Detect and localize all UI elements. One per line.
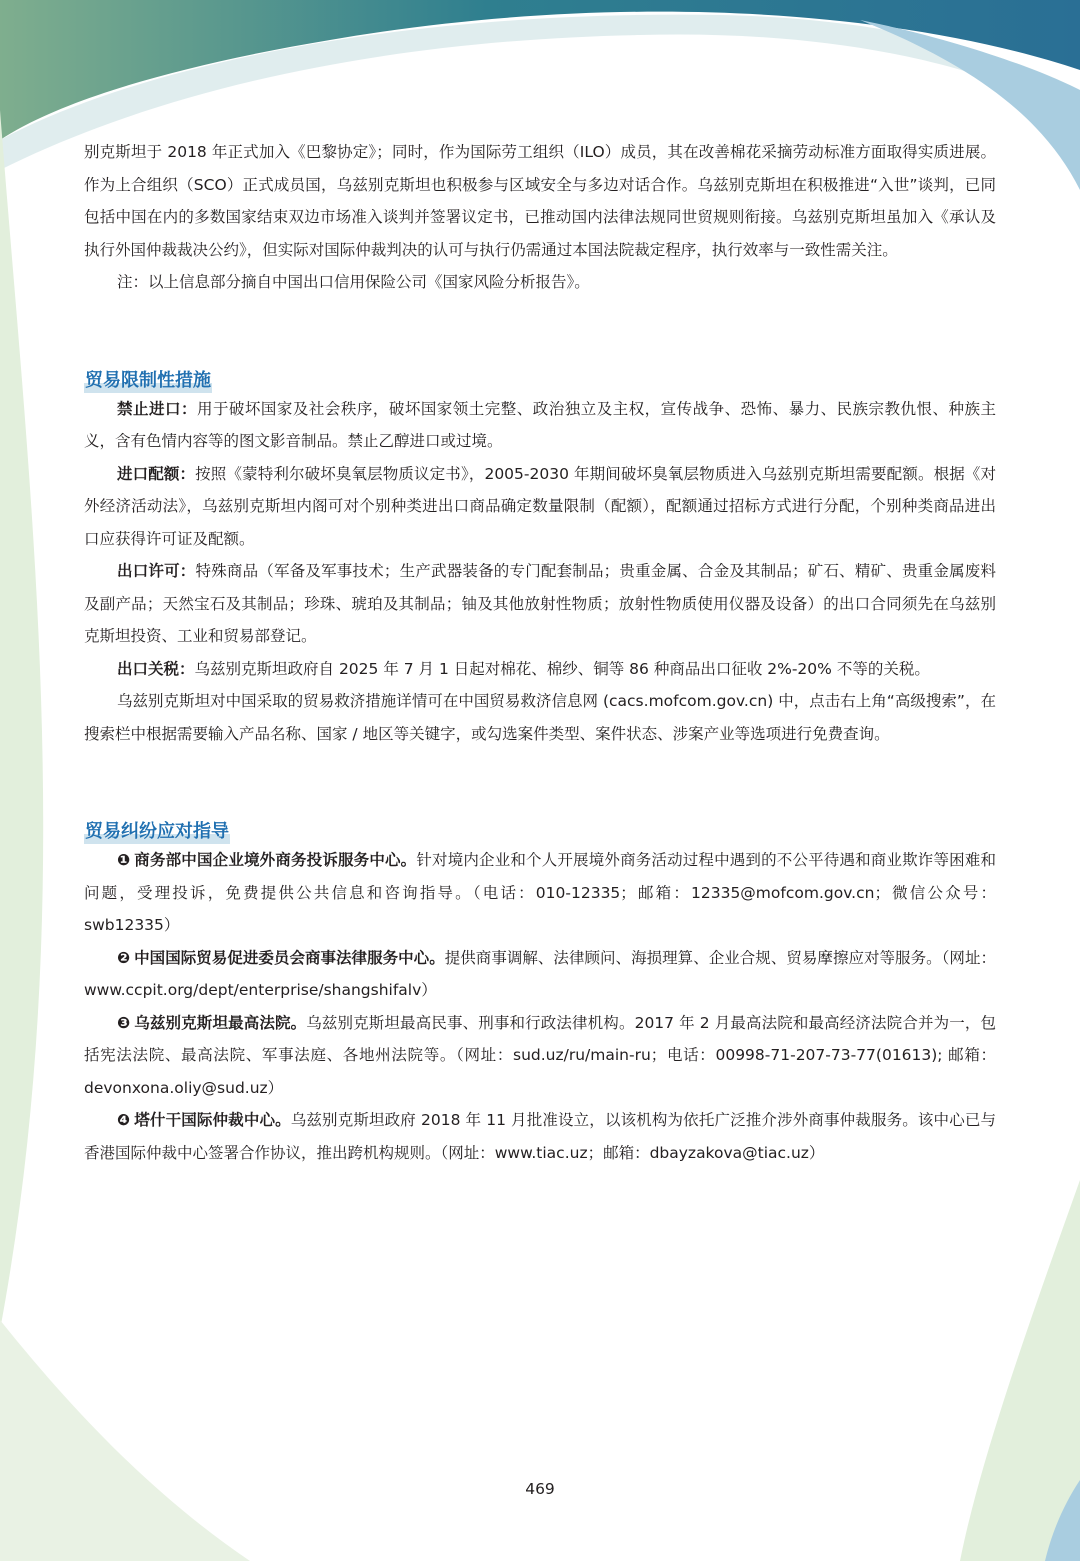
- guidance-text: 乌兹别克斯坦政府 2018 年 11 月批准设立，以该机构为依托广泛推介涉外商事仲裁服务。该中心已与香港国际仲裁中心签署合作协议，推出跨机构规则。（网址：www.tiac.uz；邮箱：dbayzakova@tiac.uz）: [84, 1111, 996, 1162]
- guidance-item: [84, 1104, 996, 1169]
- restriction-text: 特殊商品（军备及军事技术；生产武器装备的专门配套制品；贵重金属、合金及其制品；矿石、精矿、贵重金属废料及副产品；天然宝石及其制品；珍珠、琥珀及其制品；铀及其他放射性物质；放射性物质使用仪器及设备）的出口合同须先在乌兹别克斯坦投资、工业和贸易部登记。: [84, 562, 996, 645]
- intro-paragraph: 别克斯坦于 2018 年正式加入《巴黎协定》；同时，作为国际劳工组织（ILO）成员，其在改善棉花采摘劳动标准方面取得实质进展。作为上合组织（SCO）正式成员国，乌兹别克斯坦也积极参与区域安全与多边对话合作。乌兹别克斯坦在积极推进“入世”谈判，已同包括中国在内的多数国家结束双边市场准入谈判并签署议定书，已推动国内法律法规同世贸规则衔接。乌兹别克斯坦虽加入《承认及执行外国仲裁裁决公约》，但实际对国际仲裁判决的认可与执行仍需通过本国法院裁定程序，执行效率与一致性需关注。: [84, 143, 996, 259]
- dispute-guidance-section: [84, 820, 996, 1169]
- restriction-lead: 出口许可：: [117, 562, 196, 580]
- trade-restrictions-section: [84, 369, 996, 751]
- restriction-item: [84, 458, 996, 556]
- guidance-text: 提供商事调解、法律顾问、海损理算、企业合规、贸易摩擦应对等服务。（网址：www.ccpit.org/dept/enterprise/shangshifalv）: [84, 948, 996, 999]
- guidance-item: [84, 1007, 996, 1105]
- restriction-lead: 出口关税：: [117, 659, 195, 678]
- guidance-lead: 塔什干国际仲裁中心。: [134, 1111, 291, 1129]
- restriction-text: 用于破坏国家及社会秩序，破坏国家领土完整、政治独立及主权，宣传战争、恐怖、暴力、民族宗教仇恨、种族主义，含有色情内容等的图文影音制品。禁止乙醇进口或过境。: [84, 399, 996, 450]
- restriction-text: 乌兹别克斯坦政府自 2025 年 7 月 1 日起对棉花、棉纱、铜等 86 种商品出口征收 2%-20% 不等的关税。: [194, 659, 930, 678]
- number-marker-icon: ❸: [117, 1013, 131, 1032]
- restriction-item: [84, 653, 996, 686]
- restriction-text: 按照《蒙特利尔破坏臭氧层物质议定书》，2005-2030 年期间破坏臭氧层物质进入乌兹别克斯坦需要配额。根据《对外经济活动法》，乌兹别克斯坦内阁可对个别种类进出口商品确定数量限制（配额），配额通过招标方式进行分配，个别种类商品进出口应获得许可证及配额。: [84, 464, 996, 548]
- guidance-lead: 中国国际贸易促进委员会商事法律服务中心。: [134, 948, 445, 967]
- restriction-lead: 进口配额：: [117, 464, 196, 483]
- number-marker-icon: ❹: [117, 1111, 131, 1129]
- source-note: 注：以上信息部分摘自中国出口信用保险公司《国家风险分析报告》。: [117, 273, 590, 291]
- guidance-text: 针对境内企业和个人开展境外商务活动过程中遇到的不公平待遇和商业欺诈等困难和问题，受理投诉，免费提供公共信息和咨询指导。（电话：010-12335；邮箱：12335@mofcom.gov.cn；微信公众号：swb12335）: [84, 851, 996, 934]
- restriction-item: [84, 555, 996, 653]
- restriction-lead: 禁止进口：: [117, 399, 197, 418]
- bottom-left-green: [0, 1320, 250, 1561]
- guidance-text: 乌兹别克斯坦最高民事、刑事和行政法律机构。2017 年 2 月最高法院和最高经济法院合并为一，包括宪法法院、最高法院、军事法庭、各地州法院等。（网址：sud.uz/ru/main-ru；电话：00998-71-207-73-77(01613); 邮箱：devonxona.oliy@sud.uz）: [84, 1013, 996, 1097]
- guidance-item: [84, 844, 996, 942]
- number-marker-icon: ❶: [117, 851, 131, 869]
- guidance-item: [84, 942, 996, 1007]
- number-marker-icon: ❷: [117, 948, 131, 967]
- restriction-item: [84, 393, 996, 458]
- trade-remedy-paragraph: 乌兹别克斯坦对中国采取的贸易救济措施详情可在中国贸易救济信息网 (cacs.mofcom.gov.cn) 中，点击右上角“高级搜索”，在搜索栏中根据需要输入产品名称、国家 / 地区等关键字，或勾选案件类型、案件状态、涉案产业等选项进行免费查询。: [84, 692, 996, 743]
- guidance-lead: 乌兹别克斯坦最高法院。: [134, 1013, 307, 1032]
- section-heading-dispute-guidance: 贸易纠纷应对指导: [85, 821, 229, 842]
- page-number: 469: [525, 1480, 555, 1498]
- guidance-lead: 商务部中国企业境外商务投诉服务中心。: [134, 851, 417, 869]
- page-content: [84, 136, 996, 1169]
- left-band-green: [0, 110, 43, 1330]
- section-heading-trade-restrictions: 贸易限制性措施: [85, 369, 211, 391]
- bottom-right-green: [960, 1180, 1080, 1561]
